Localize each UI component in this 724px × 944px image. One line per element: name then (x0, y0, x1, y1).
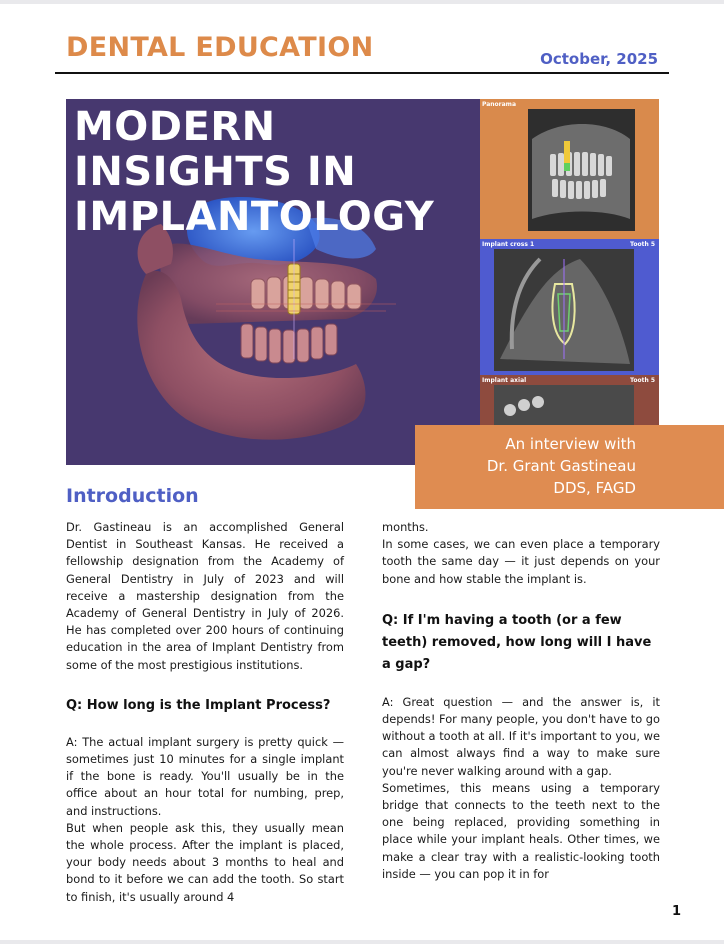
panorama-xray (480, 99, 659, 239)
implant-cross-xray (480, 239, 659, 375)
intro-paragraph: Dr. Gastineau is an accomplished General Dentist in Southeast Kansas. He received a fellowship designation from the Academy of General Dentistry in July of 2023 and will receive a mastership designation from the Academy of General Dentistry in July of 2026. He has completed over 200 hours of continuing education in the area of Implant Dentistry from some of the most prestigious institutions. (66, 520, 344, 672)
implant-axial-tooth-label: Tooth 5 (630, 377, 655, 384)
feature-title-line-3: IMPLANTOLOGY (74, 194, 435, 240)
newsletter-page (0, 4, 724, 940)
feature-title (74, 105, 484, 240)
right-column (382, 519, 660, 883)
implant-axial-label: Implant axial (482, 377, 527, 384)
answer-2-paragraph-2: Sometimes, this means using a temporary bridge that connects to the teeth next to the one being replaced, providing something in place while your implant heals. Other times, we make a clear tray with a realistic-looking tooth inside — you can pop it in for (382, 780, 660, 881)
answer-1-paragraph-4: In some cases, we can even place a temporary tooth the same day — it just depends on your bone and how stable the implant is. (382, 537, 660, 586)
callout-line-1: An interview with (505, 435, 636, 453)
cbct-panels (480, 99, 659, 465)
answer-2-paragraph-1: A: Great question — and the answer is, it depends! For many people, you don't have to go without a tooth at all. If it's important to you, we can almost always find a way to make sure you're never walking around with a gap. (382, 694, 660, 778)
publication-title: DENTAL EDUCATION (66, 32, 374, 63)
panorama-panel (480, 99, 659, 239)
answer-1-paragraph-2: But when people ask this, they usually mean the whole process. After the implant is placed, your body needs about 3 months to heal and bond to it before we can add the tooth. So start to finish, it's usually around 4 (66, 820, 344, 904)
page-number: 1 (671, 904, 681, 919)
hero-image (66, 99, 659, 465)
answer-1-paragraph-1: A: The actual implant surgery is pretty quick — sometimes just 10 minutes for a single implant if the bone is ready. You'll usually be in the office about an hour total for numbing, prep, and instructions. (66, 734, 344, 818)
interview-callout (415, 425, 724, 509)
callout-line-3: DDS, FAGD (553, 479, 636, 497)
feature-title-line-2: INSIGHTS IN (74, 149, 357, 195)
header-divider (55, 72, 669, 74)
implant-cross-panel (480, 239, 659, 375)
implant-cross-label: Implant cross 1 (482, 241, 535, 248)
implant-cross-tooth-label: Tooth 5 (630, 241, 655, 248)
answer-1-paragraph-3: months. (382, 520, 429, 534)
callout-line-2: Dr. Grant Gastineau (486, 457, 636, 475)
question-heading-1: Q: How long is the Implant Process? (66, 697, 331, 713)
question-heading-2: Q: If I'm having a tooth (or a few teeth) removed, how long will I have a gap? (382, 612, 652, 672)
panorama-label: Panorama (482, 101, 516, 108)
left-column (66, 519, 344, 906)
section-heading-introduction: Introduction (66, 485, 199, 507)
feature-title-line-1: MODERN (74, 104, 276, 150)
issue-date: October, 2025 (540, 50, 658, 68)
